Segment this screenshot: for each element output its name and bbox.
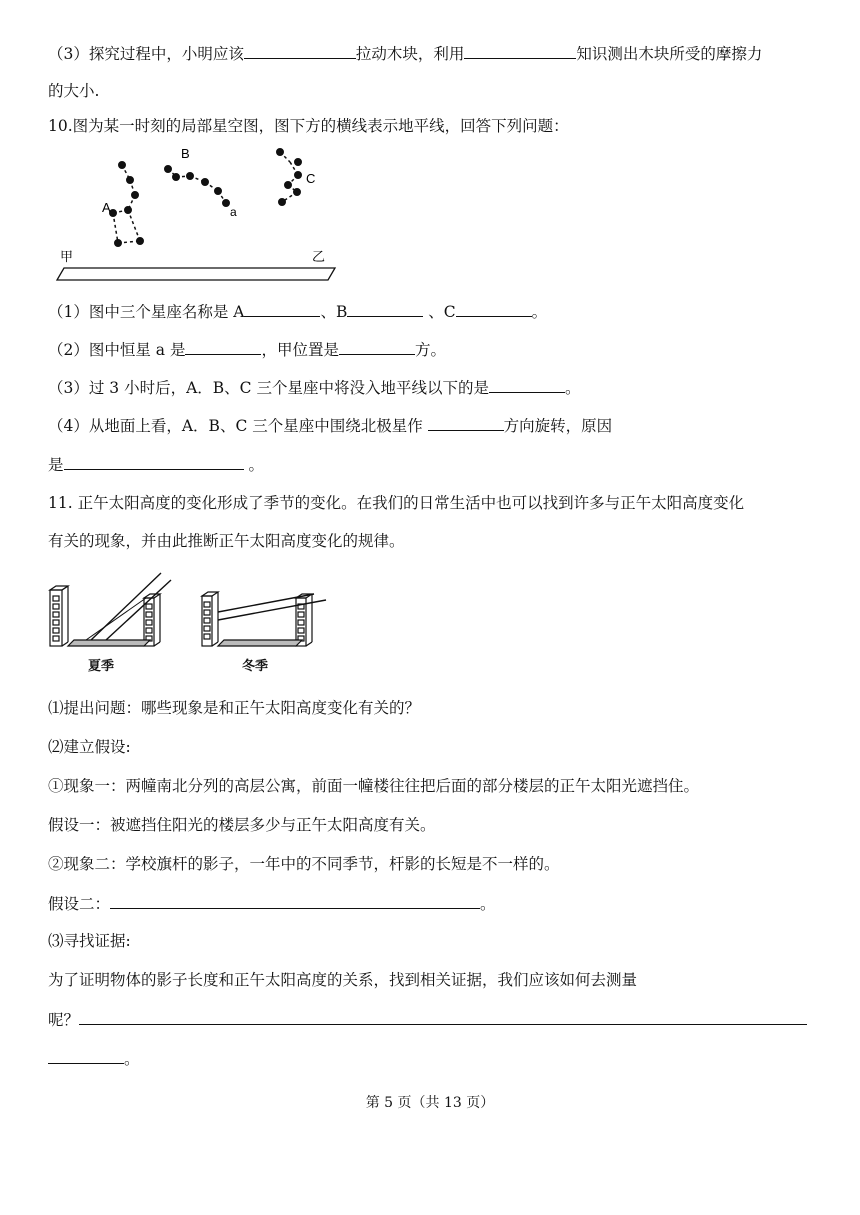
q10-part4-line2: 是 。 [48,453,264,476]
q10-part4-line1: （4）从地面上看，A．B、C 三个星座中围绕北极星作 方向旋转，原因 [48,414,612,437]
page-footer: 第 5 页（共 13 页） [365,1095,495,1111]
star-map-figure [50,140,350,290]
answer-blank[interactable] [464,42,576,59]
constellation-a-icon [110,162,144,247]
building-icon [202,592,218,646]
answer-blank[interactable] [79,1008,807,1025]
answer-blank[interactable] [110,892,480,909]
answer-blank[interactable] [339,338,415,355]
summer-label: 夏季 [88,659,115,674]
building-icon [50,586,68,646]
label-yi: 乙 [312,250,326,265]
q9-part3-line1: （3）探究过程中，小明应该 拉动木块，利用 知识测出木块所受的摩擦力 [48,42,762,65]
constellation-b-icon [165,166,230,207]
sun-angle-figure [46,568,336,680]
answer-blank[interactable] [489,376,565,393]
q11-stem-line1: 11. 正午太阳高度的变化形成了季节的变化。在我们的日常生活中也可以找到许多与正午太阳高度变化 [48,494,745,512]
q11-step1: ⑴提出问题：哪些现象是和正午太阳高度变化有关的？ [48,699,421,717]
q11-step3-answer-line1: 呢？ [48,1008,807,1031]
q10-stem: 10.图为某一时刻的局部星空图，图下方的横线表示地平线，回答下列问题： [48,117,569,135]
answer-blank[interactable] [185,338,261,355]
q11-step3-answer-line2: 。 [48,1047,140,1070]
q9-part3-line2: 的大小. [48,82,100,100]
winter-diagram [202,592,326,646]
label-b: B [181,146,190,161]
answer-blank[interactable] [244,300,320,317]
label-c: C [306,171,316,186]
q11-phenomenon1: ①现象一：两幢南北分列的高层公寓，前面一幢楼往往把后面的部分楼层的正午太阳光遮挡住。 [48,777,700,795]
horizon-line [57,268,335,280]
q10-part2: （2）图中恒星 a 是 ，甲位置是 方。 [48,338,446,361]
constellation-c-icon [277,149,302,206]
q11-step2: ⑵建立假设: [48,738,131,756]
answer-blank[interactable] [428,414,504,431]
winter-label: 冬季 [242,659,269,674]
q11-stem-line2: 有关的现象，并由此推断正午太阳高度变化的规律。 [48,532,405,550]
label-star-a: a [230,205,237,219]
building-icon [296,594,312,646]
answer-blank[interactable] [244,42,356,59]
answer-blank[interactable] [64,453,244,470]
q11-hypothesis2: 假设二： 。 [48,892,496,915]
summer-diagram [50,573,171,646]
label-a: A [102,200,111,215]
label-jia: 甲 [60,250,74,265]
answer-blank[interactable] [347,300,423,317]
answer-blank[interactable] [48,1047,124,1064]
q11-hypothesis1: 假设一：被遮挡住阳光的楼层多少与正午太阳高度有关。 [48,816,436,834]
answer-blank[interactable] [456,300,532,317]
q10-part3: （3）过 3 小时后，A．B、C 三个星座中将没入地平线以下的是 。 [48,376,580,399]
q11-step3: ⑶寻找证据: [48,932,131,950]
q11-step3-question: 为了证明物体的影子长度和正午太阳高度的关系，找到相关证据，我们应该如何去测量 [48,971,638,989]
q11-phenomenon2: ②现象二：学校旗杆的影子，一年中的不同季节，杆影的长短是不一样的。 [48,855,560,873]
q10-part1: （1）图中三个星座名称是 A 、B 、C 。 [48,300,547,323]
